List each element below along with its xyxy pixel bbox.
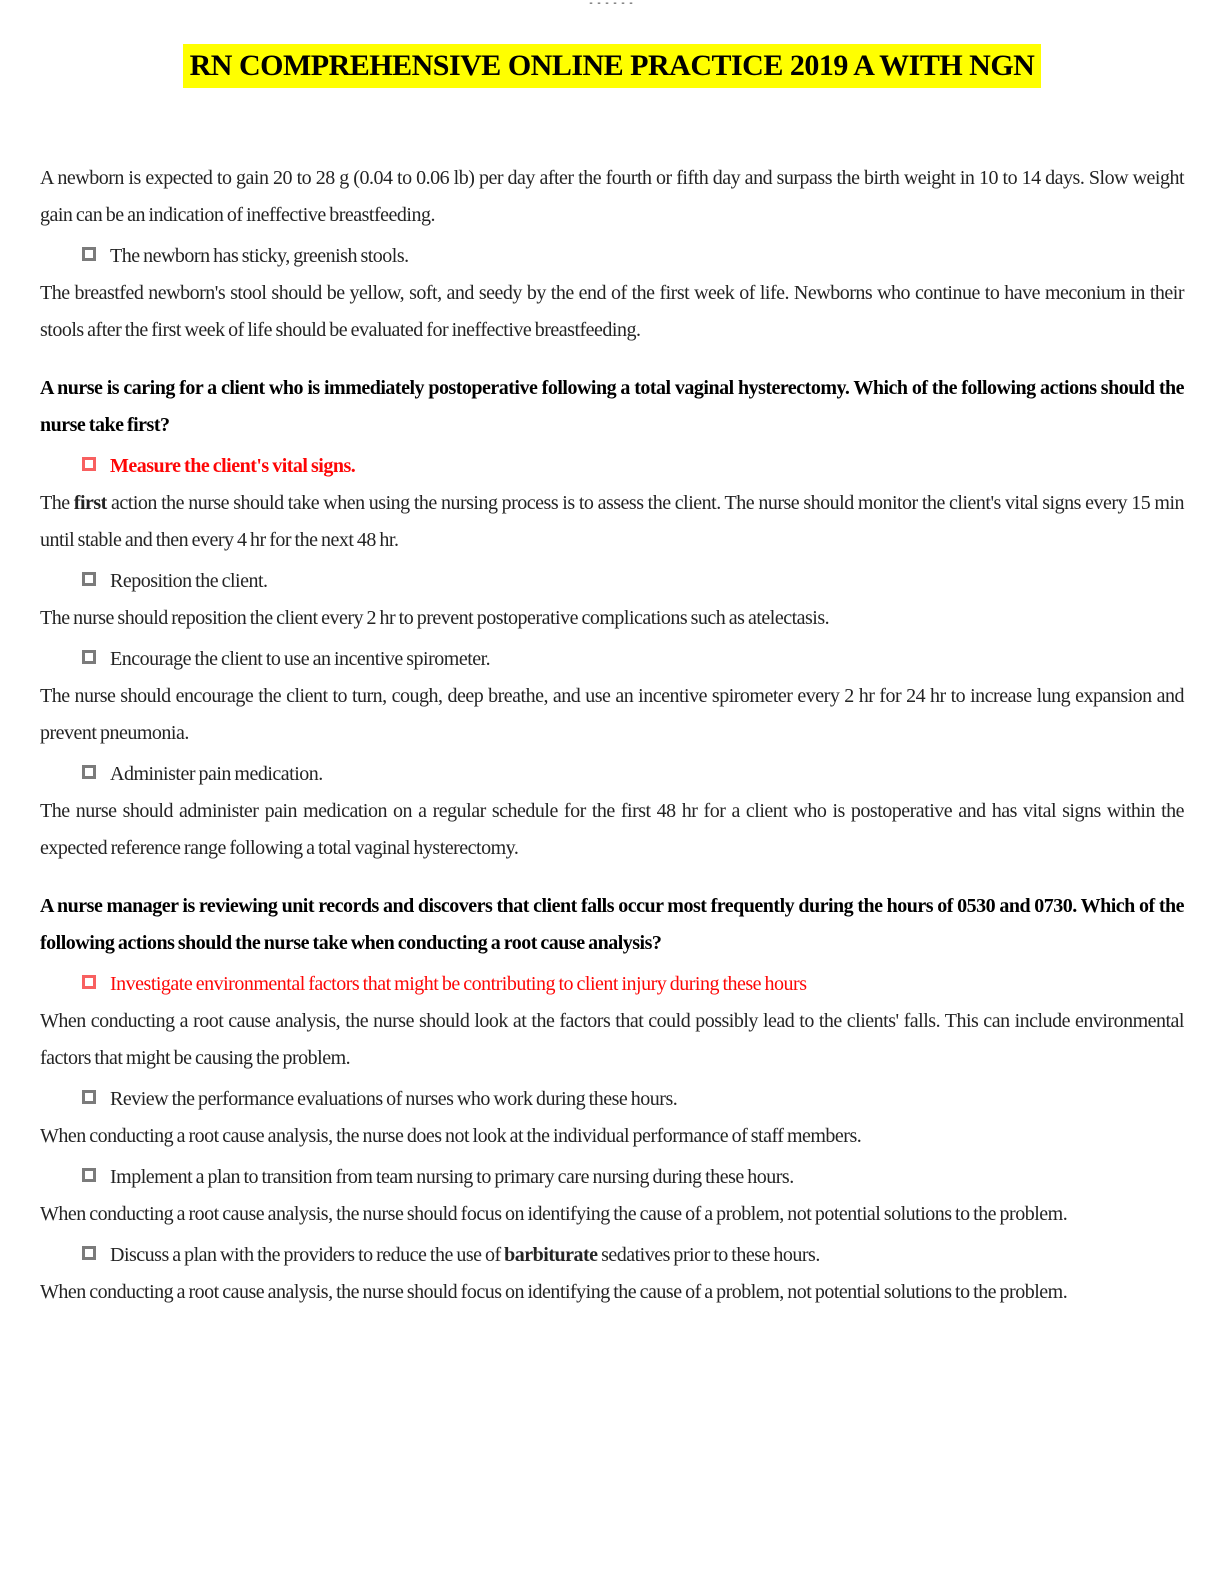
- correct-answer-option[interactable]: [40, 448, 1184, 485]
- checkbox-icon[interactable]: [82, 457, 96, 471]
- question-paragraph: A nurse manager is reviewing unit records and discovers that client falls occur most frequently during the hours of 0530 and 0730. Which of the following actions should the nurse take when conducting a root cause analysis?: [40, 895, 1184, 954]
- checkbox-icon[interactable]: [82, 765, 96, 779]
- rationale-paragraph: The nurse should administer pain medication on a regular schedule for the first 48 hr for a client who is postoperative and has vital signs within the expected reference range following a total vaginal hysterectomy.: [40, 800, 1184, 859]
- rationale-paragraph: When conducting a root cause analysis, the nurse does not look at the individual performance of staff members.: [40, 1125, 862, 1147]
- option-label-post: sedatives prior to these hours.: [597, 1244, 820, 1266]
- rationale-text-post: action the nurse should take when using the nursing process is to assess the client. The nurse should monitor the client's vital signs every 15 min until stable and then every 4 hr for the next 48 hr.: [40, 492, 1185, 551]
- rationale-paragraph: The nurse should encourage the client to turn, cough, deep breathe, and use an incentive spirometer every 2 hr for 24 hr to increase lung expansion and prevent pneumonia.: [40, 685, 1184, 744]
- answer-option[interactable]: [40, 641, 1184, 678]
- answer-option[interactable]: [40, 1237, 1184, 1274]
- answer-option[interactable]: [40, 1159, 1184, 1196]
- rationale-paragraph: The nurse should reposition the client every 2 hr to prevent postoperative complications such as atelectasis.: [40, 607, 830, 629]
- rationale-paragraph: When conducting a root cause analysis, the nurse should look at the factors that could possibly lead to the clients' falls. This can include environmental factors that might be causing the problem.: [40, 1010, 1184, 1069]
- rationale-paragraph: When conducting a root cause analysis, the nurse should focus on identifying the cause of a problem, not potential solutions to the problem.: [40, 1281, 1068, 1303]
- checkbox-icon[interactable]: [82, 1090, 96, 1104]
- rationale-paragraph: [40, 485, 1184, 559]
- checkbox-icon[interactable]: [82, 572, 96, 586]
- rationale-text-pre: The: [40, 492, 74, 514]
- answer-option[interactable]: [40, 563, 1184, 600]
- answer-option-label: Investigate environmental factors that might be contributing to client injury during these hours: [110, 973, 807, 995]
- answer-option-label: Encourage the client to use an incentive spirometer.: [110, 648, 491, 670]
- checkbox-icon[interactable]: [82, 1168, 96, 1182]
- checkbox-icon[interactable]: [82, 650, 96, 664]
- answer-option-label: Review the performance evaluations of nurses who work during these hours.: [110, 1088, 678, 1110]
- checkbox-icon[interactable]: [82, 975, 96, 989]
- checkbox-icon[interactable]: [82, 1246, 96, 1260]
- answer-option-label: The newborn has sticky, greenish stools.: [110, 245, 409, 267]
- correct-answer-option[interactable]: [40, 966, 1184, 1003]
- answer-option[interactable]: [40, 1081, 1184, 1118]
- answer-option-label: [110, 1237, 820, 1274]
- page-title: [40, 44, 1184, 88]
- answer-option[interactable]: [40, 756, 1184, 793]
- rationale-text-bold: first: [73, 492, 107, 514]
- checkbox-icon[interactable]: [82, 247, 96, 261]
- rationale-paragraph: The breastfed newborn's stool should be yellow, soft, and seedy by the end of the first week of life. Newborns who continue to have meconium in their stools after the first week of life should be evaluated for ineffective breastfeeding.: [40, 282, 1184, 341]
- option-label-pre: Discuss a plan with the providers to reduce the use of: [110, 1244, 505, 1266]
- answer-option-label: Measure the client's vital signs.: [110, 455, 356, 477]
- question-paragraph: A nurse is caring for a client who is immediately postoperative following a total vaginal hysterectomy. Which of the following actions should the nurse take first?: [40, 377, 1184, 436]
- answer-option[interactable]: [40, 238, 1184, 275]
- answer-option-label: Implement a plan to transition from team nursing to primary care nursing during these hours.: [110, 1166, 794, 1188]
- clipped-header-text: ------: [587, 0, 637, 7]
- title-highlight: RN COMPREHENSIVE ONLINE PRACTICE 2019 A WITH NGN: [183, 44, 1042, 88]
- answer-option-label: Reposition the client.: [110, 570, 268, 592]
- answer-option-label: Administer pain medication.: [110, 763, 323, 785]
- rationale-paragraph: When conducting a root cause analysis, the nurse should focus on identifying the cause of a problem, not potential solutions to the problem.: [40, 1203, 1068, 1225]
- rationale-paragraph: A newborn is expected to gain 20 to 28 g (0.04 to 0.06 lb) per day after the fourth or fifth day and surpass the birth weight in 10 to 14 days. Slow weight gain can be an indication of ineffective breastfeeding.: [40, 167, 1184, 226]
- option-label-bold: barbiturate: [504, 1244, 598, 1266]
